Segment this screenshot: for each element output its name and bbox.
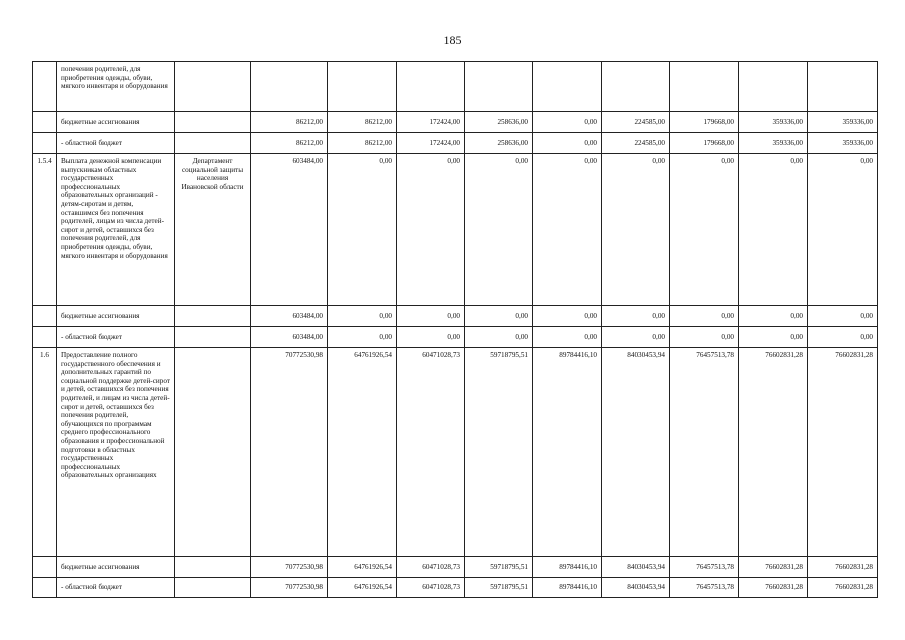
amount-cell: 0,00 [670, 306, 739, 327]
amount-cell: 0,00 [670, 154, 739, 306]
row-code-cell: 1.5.4 [33, 154, 57, 306]
amount-cell: 0,00 [602, 306, 670, 327]
amount-cell: 89784416,10 [533, 578, 602, 598]
amount-cell: 84030453,94 [602, 348, 670, 557]
row-code-cell [33, 557, 57, 578]
amount-cell: 0,00 [808, 154, 878, 306]
amount-cell: 0,00 [602, 154, 670, 306]
row-name-cell: - областной бюджет [57, 578, 175, 598]
amount-cell: 70772530,98 [251, 557, 328, 578]
row-name-cell: бюджетные ассигнования [57, 557, 175, 578]
amount-cell [397, 62, 465, 112]
amount-cell: 86212,00 [251, 112, 328, 133]
executor-cell [175, 306, 251, 327]
budget-table [32, 61, 878, 598]
amount-cell: 359336,00 [739, 133, 808, 154]
amount-cell: 0,00 [465, 327, 533, 348]
executor-cell [175, 557, 251, 578]
amount-cell [328, 62, 397, 112]
amount-cell: 60471028,73 [397, 348, 465, 557]
executor-cell [175, 578, 251, 598]
amount-cell: 86212,00 [328, 133, 397, 154]
amount-cell: 0,00 [328, 306, 397, 327]
row-code-cell [33, 112, 57, 133]
amount-cell: 76602831,28 [808, 557, 878, 578]
amount-cell: 359336,00 [739, 112, 808, 133]
amount-cell: 179668,00 [670, 133, 739, 154]
row-code-cell [33, 578, 57, 598]
amount-cell: 0,00 [465, 306, 533, 327]
row-name-cell: Выплата денежной компенсации выпускникам областных государственных профессиональных образовательных организаций - детям-сиротам и детям, оставшимся без попечения родителей, лицам из числа детей-сирот и детей, оставшихся без попечения родителей, для приобретения одежды, обуви, мягкого инвентаря и оборудования [57, 154, 175, 306]
amount-cell: 0,00 [739, 327, 808, 348]
amount-cell: 86212,00 [251, 133, 328, 154]
amount-cell: 603484,00 [251, 306, 328, 327]
amount-cell: 0,00 [533, 327, 602, 348]
amount-cell: 0,00 [739, 306, 808, 327]
row-code-cell [33, 327, 57, 348]
amount-cell: 359336,00 [808, 133, 878, 154]
table-body [33, 62, 878, 598]
amount-cell: 0,00 [533, 154, 602, 306]
row-code-cell [33, 62, 57, 112]
amount-cell: 59718795,51 [465, 578, 533, 598]
amount-cell: 0,00 [465, 154, 533, 306]
amount-cell: 76457513,78 [670, 578, 739, 598]
amount-cell: 0,00 [533, 133, 602, 154]
row-code-cell [33, 133, 57, 154]
amount-cell: 76457513,78 [670, 348, 739, 557]
amount-cell: 84030453,94 [602, 557, 670, 578]
amount-cell: 0,00 [397, 154, 465, 306]
amount-cell: 179668,00 [670, 112, 739, 133]
amount-cell [739, 62, 808, 112]
amount-cell: 89784416,10 [533, 557, 602, 578]
table-row [33, 348, 878, 557]
amount-cell: 0,00 [808, 327, 878, 348]
amount-cell: 76602831,28 [808, 348, 878, 557]
table-row [33, 62, 878, 112]
table-row [33, 133, 878, 154]
amount-cell: 0,00 [670, 327, 739, 348]
executor-cell [175, 62, 251, 112]
amount-cell [808, 62, 878, 112]
page-number: 185 [443, 33, 462, 47]
amount-cell: 0,00 [397, 327, 465, 348]
row-name-cell: бюджетные ассигнования [57, 112, 175, 133]
amount-cell: 76602831,28 [739, 348, 808, 557]
amount-cell: 0,00 [739, 154, 808, 306]
amount-cell: 258636,00 [465, 112, 533, 133]
amount-cell: 76602831,28 [739, 578, 808, 598]
amount-cell: 59718795,51 [465, 557, 533, 578]
amount-cell: 224585,00 [602, 133, 670, 154]
table-row [33, 154, 878, 306]
amount-cell: 70772530,98 [251, 348, 328, 557]
amount-cell: 0,00 [602, 327, 670, 348]
amount-cell [251, 62, 328, 112]
amount-cell [465, 62, 533, 112]
row-name-cell: - областной бюджет [57, 133, 175, 154]
amount-cell: 89784416,10 [533, 348, 602, 557]
executor-cell: Департамент социальной защиты населения Ивановской области [175, 154, 251, 306]
row-name-cell: бюджетные ассигнования [57, 306, 175, 327]
executor-cell [175, 327, 251, 348]
amount-cell: 64761926,54 [328, 348, 397, 557]
row-code-cell: 1.6 [33, 348, 57, 557]
amount-cell: 60471028,73 [397, 578, 465, 598]
amount-cell: 64761926,54 [328, 557, 397, 578]
amount-cell: 603484,00 [251, 154, 328, 306]
amount-cell: 359336,00 [808, 112, 878, 133]
amount-cell: 70772530,98 [251, 578, 328, 598]
amount-cell: 224585,00 [602, 112, 670, 133]
amount-cell: 84030453,94 [602, 578, 670, 598]
row-name-cell: - областной бюджет [57, 327, 175, 348]
amount-cell [602, 62, 670, 112]
amount-cell: 60471028,73 [397, 557, 465, 578]
row-code-cell [33, 306, 57, 327]
amount-cell: 76602831,28 [739, 557, 808, 578]
amount-cell [533, 62, 602, 112]
amount-cell: 0,00 [397, 306, 465, 327]
table-row [33, 306, 878, 327]
amount-cell: 59718795,51 [465, 348, 533, 557]
table-row [33, 112, 878, 133]
amount-cell: 76457513,78 [670, 557, 739, 578]
amount-cell: 0,00 [328, 327, 397, 348]
amount-cell: 172424,00 [397, 133, 465, 154]
amount-cell: 603484,00 [251, 327, 328, 348]
amount-cell: 0,00 [808, 306, 878, 327]
row-name-cell: попечения родителей, для приобретения одежды, обуви, мягкого инвентаря и оборудования [57, 62, 175, 112]
table-row [33, 557, 878, 578]
amount-cell: 0,00 [533, 306, 602, 327]
executor-cell [175, 112, 251, 133]
table-row [33, 578, 878, 598]
table-row [33, 327, 878, 348]
row-name-cell: Предоставление полного государственного обеспечения и дополнительных гарантий по социальной поддержке детей-сирот и детей, оставшихся без попечения родителей, и лицам из числа детей-сирот и детей, оставшихся без попечения родителей, обучающихся по программам среднего профессионального образования и профессиональной подготовки в областных государственных профессиональных образовательных организациях [57, 348, 175, 557]
amount-cell: 172424,00 [397, 112, 465, 133]
amount-cell: 76602831,28 [808, 578, 878, 598]
amount-cell: 86212,00 [328, 112, 397, 133]
amount-cell: 64761926,54 [328, 578, 397, 598]
amount-cell: 0,00 [328, 154, 397, 306]
executor-cell [175, 348, 251, 557]
amount-cell: 0,00 [533, 112, 602, 133]
executor-cell [175, 133, 251, 154]
amount-cell: 258636,00 [465, 133, 533, 154]
amount-cell [670, 62, 739, 112]
